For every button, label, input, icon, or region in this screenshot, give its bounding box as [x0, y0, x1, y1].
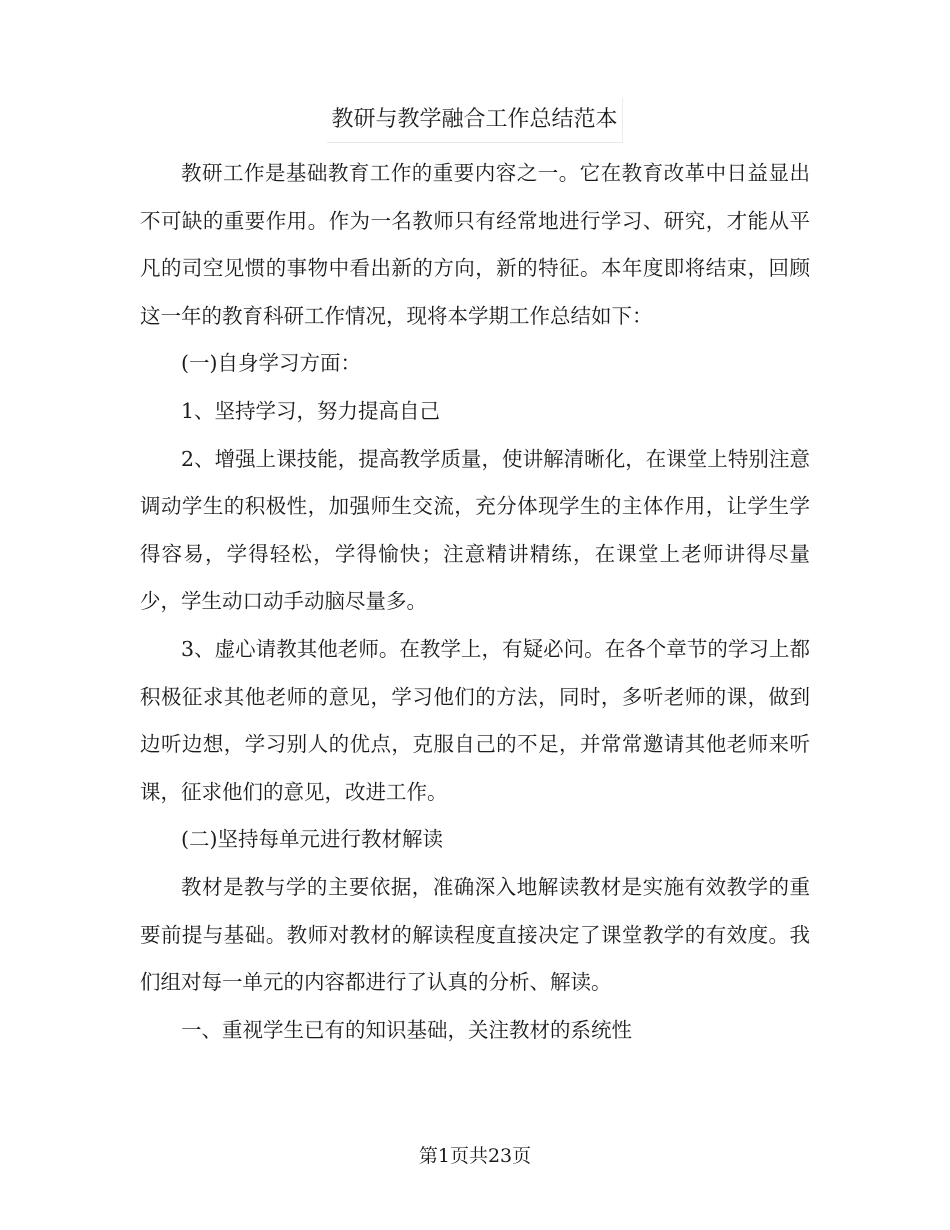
section-heading-textbook: (二)坚持每单元进行教材解读 — [181, 827, 443, 852]
subheading-knowledge-base: 一、重视学生已有的知识基础，关注教材的系统性 — [181, 1017, 632, 1042]
title-container — [0, 98, 950, 143]
section-heading-self-study: (一)自身学习方面： — [181, 351, 361, 376]
paragraph-textbook: 教材是教与学的主要依据，准确深入地解读教材是实施有效教学的重要前提与基础。教师对教材的解读程度直接决定了课堂教学的有效度。我们组对每一单元的内容都进行了认真的分析、解读。 — [140, 874, 810, 995]
page-footer — [0, 1140, 950, 1172]
document-body — [140, 150, 810, 1054]
document-title: 教研与教学融合工作总结范本 — [327, 98, 622, 143]
list-item-2: 2、增强上课技能，提高教学质量，使讲解清晰化，在课堂上特别注意调动学生的积极性，加强师生交流，充分体现学生的主体作用，让学生学得容易，学得轻松，学得愉快；注意精讲精练，在课堂上老师讲得尽量少，学生动口动手动脑尽量多。 — [140, 446, 810, 614]
list-item-1: 1、坚持学习，努力提高自己 — [181, 398, 441, 423]
paragraph-intro: 教研工作是基础教育工作的重要内容之一。它在教育改革中日益显出不可缺的重要作用。作为一名教师只有经常地进行学习、研究，才能从平凡的司空见惯的事物中看出新的方向，新的特征。本年度即将结束，回顾这一年的教育科研工作情况，现将本学期工作总结如下： — [140, 161, 810, 328]
page-indicator: 第1页共23页 — [418, 1145, 532, 1167]
list-item-3: 3、虚心请教其他老师。在教学上，有疑必问。在各个章节的学习上都积极征求其他老师的意见，学习他们的方法，同时，多听老师的课，做到边听边想，学习别人的优点，克服自己的不足，并常常邀请其他老师来听课，征求他们的意见，改进工作。 — [140, 636, 810, 804]
